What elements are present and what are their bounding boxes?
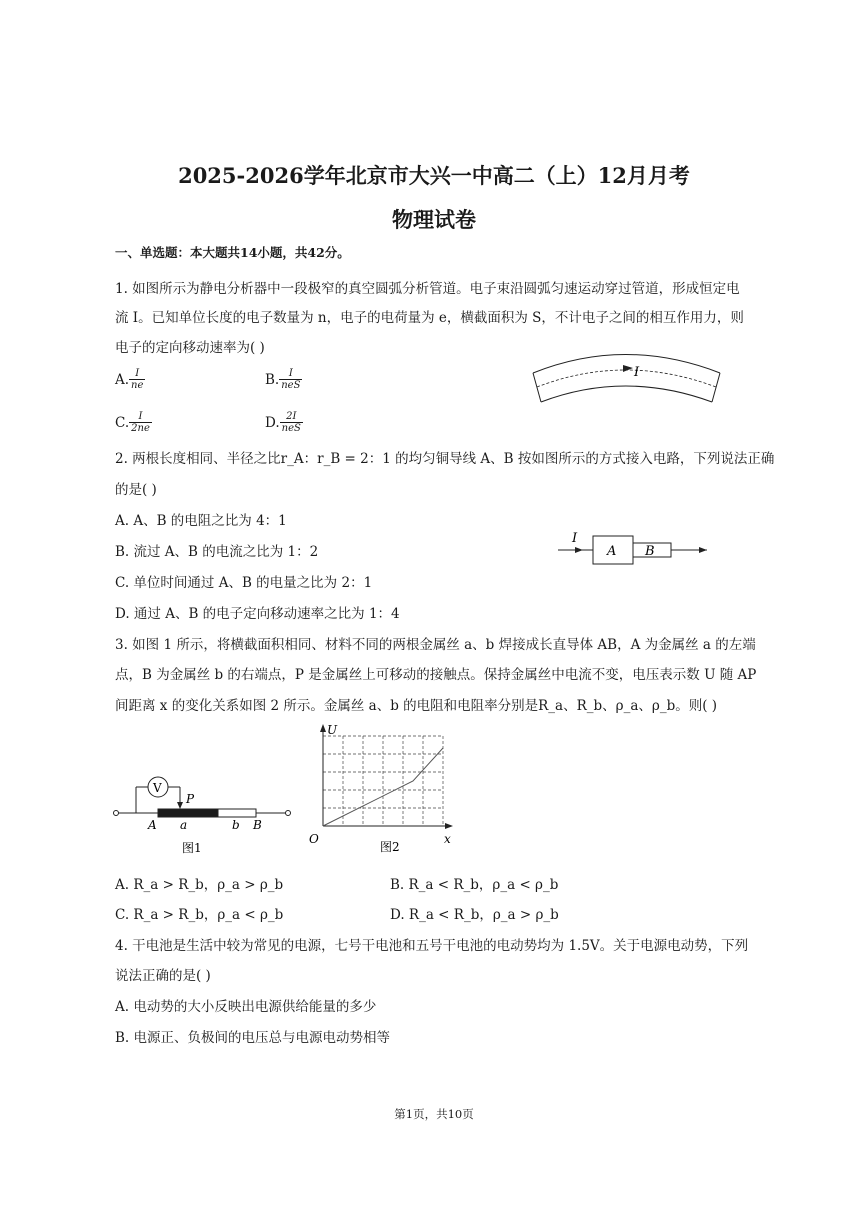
question-text-line: 点，B 为金属丝 b 的右端点，P 是金属丝上可移动的接触点。保持金属丝中电流不变，电压表示数 U 随 AP: [115, 667, 757, 683]
fraction-denominator: neS: [281, 423, 301, 434]
page-footer: 第1页，共10页: [394, 1107, 474, 1121]
question-text-line: 流 I。已知单位长度的电子数量为 n，电子的电荷量为 e，横截面积为 S，不计电子之间的相互作用力，则: [115, 310, 744, 326]
option-d[interactable]: D. 通过 A、B 的电子定向移动速率之比为 1：4: [115, 606, 400, 622]
option-label: C.: [115, 414, 130, 431]
resistor-circuit-figure: [555, 530, 710, 568]
fraction-denominator: ne: [131, 380, 144, 391]
question-text-line: 1. 如图所示为静电分析器中一段极窄的真空圆弧分析管道。电子束沿圆弧匀速运动穿过管道，形成恒定电: [115, 281, 740, 297]
origin-label: O: [309, 832, 319, 846]
option-c[interactable]: C. R_a > R_b，ρ_a < ρ_b: [115, 907, 284, 923]
wire-b-label: b: [232, 818, 240, 832]
fraction: [279, 368, 302, 391]
option-a[interactable]: A. A、B 的电阻之比为 4：1: [115, 513, 287, 529]
option-c[interactable]: [115, 411, 152, 434]
question-text-line: 3. 如图 1 所示，将横截面积相同、材料不同的两根金属丝 a、b 焊接成长直导体 AB，A 为金属丝 a 的左端: [115, 637, 756, 653]
x-axis-label: x: [444, 832, 451, 846]
option-b[interactable]: B. R_a < R_b，ρ_a < ρ_b: [390, 877, 559, 893]
question-text-line: 电子的定向移动速率为( ): [115, 340, 265, 356]
wire-b: [218, 809, 256, 817]
figure-1-wire-circuit: [108, 770, 298, 858]
option-c[interactable]: C. 单位时间通过 A、B 的电量之比为 2：1: [115, 575, 373, 591]
fraction-numerator: I: [129, 368, 145, 380]
current-label: I: [572, 531, 578, 546]
option-b[interactable]: [265, 368, 302, 391]
page-subtitle: 物理试卷: [392, 207, 476, 232]
fraction-numerator: 2I: [280, 411, 303, 423]
fraction-numerator: I: [279, 368, 302, 380]
question-text-line: 说法正确的是( ): [115, 968, 211, 984]
end-b-label: B: [253, 818, 262, 832]
fraction-denominator: 2ne: [131, 423, 150, 434]
option-d[interactable]: [265, 411, 303, 434]
figure-1-caption: 图1: [182, 841, 202, 855]
question-text-line: 的是( ): [115, 482, 157, 498]
voltmeter-label: V: [153, 781, 162, 795]
option-a[interactable]: [115, 368, 145, 391]
question-text-line: 间距离 x 的变化关系如图 2 所示。金属丝 a、b 的电阻和电阻率分别是R_a、R_b、ρ_a、ρ_b。则( ): [115, 698, 718, 714]
section-heading: 一、单选题：本大题共14小题，共42分。: [115, 245, 350, 260]
wire-a-label: a: [180, 818, 188, 832]
resistor-a-label: A: [607, 544, 617, 559]
fraction: [129, 411, 152, 434]
contact-p-label: P: [186, 792, 195, 806]
arc-pipe-figure: [525, 348, 730, 410]
option-a[interactable]: A. R_a > R_b，ρ_a > ρ_b: [115, 877, 284, 893]
graph-grid: [323, 736, 443, 826]
wire-a: [158, 809, 218, 817]
option-b[interactable]: B. 电源正、负极间的电压总与电源电动势相等: [115, 1030, 391, 1046]
current-label: I: [634, 365, 640, 380]
page-title: 2025-2026学年北京市大兴一中高二（上）12月月考: [178, 163, 690, 188]
resistor-b-label: B: [645, 544, 655, 559]
y-axis-label: U: [327, 723, 338, 737]
fraction: [129, 368, 145, 391]
figure-2-caption: 图2: [380, 840, 400, 854]
fraction: [280, 411, 303, 434]
option-b[interactable]: B. 流过 A、B 的电流之比为 1：2: [115, 544, 319, 560]
question-text-line: 4. 干电池是生活中较为常见的电源，七号干电池和五号干电池的电动势均为 1.5V。关于电源电动势，下列: [115, 938, 749, 954]
figure-2-voltage-graph: [305, 722, 455, 857]
option-a[interactable]: A. 电动势的大小反映出电源供给能量的多少: [115, 999, 377, 1015]
question-text-line: 2. 两根长度相同、半径之比r_A：r_B = 2：1 的均匀铜导线 A、B 按如图所示的方式接入电路，下列说法正确: [115, 451, 775, 467]
fraction-numerator: I: [129, 411, 152, 423]
option-d[interactable]: D. R_a < R_b，ρ_a > ρ_b: [390, 907, 559, 923]
option-label: B.: [265, 371, 280, 388]
fraction-denominator: neS: [281, 380, 301, 391]
option-label: A.: [115, 371, 130, 388]
end-a-label: A: [148, 818, 157, 832]
option-label: D.: [265, 414, 280, 431]
